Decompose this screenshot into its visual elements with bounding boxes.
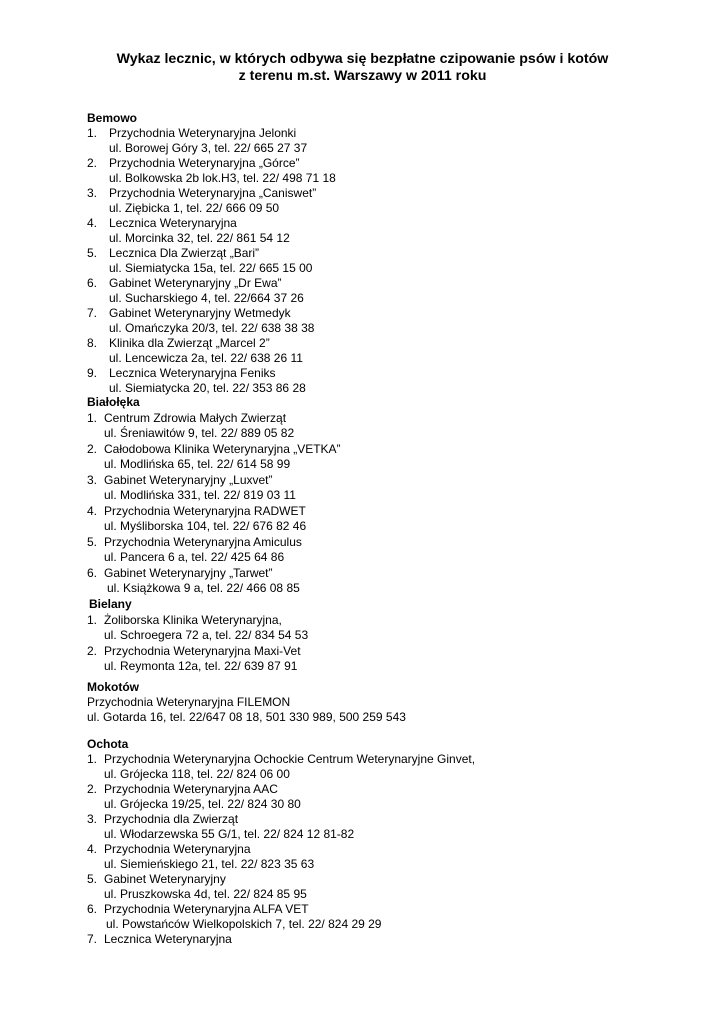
clinic-name: Przychodnia Weterynaryjna RADWET [104,504,306,518]
list-item-address [87,231,687,246]
item-number: 4. [87,504,98,518]
clinic-address: ul. Morcinka 32, tel. 22/ 861 54 12 [109,231,290,245]
list-item-address [87,581,687,596]
list-item [87,246,687,261]
list-item [87,752,687,767]
list-item-address [87,201,687,216]
item-number: 7. [87,306,98,320]
item-number: 1. [87,752,98,766]
list-item-address [87,321,687,336]
clinic-name: Całodobowa Klinika Weterynaryjna „VETKA” [104,442,341,456]
item-number: 5. [87,246,98,260]
list-item [87,872,687,887]
list-item-address [87,457,687,473]
list-item [87,366,687,381]
list-item [87,504,687,519]
list-item [87,442,687,457]
clinic-address: ul. Siemiatycka 15a, tel. 22/ 665 15 00 [109,261,313,275]
item-number: 3. [87,473,98,487]
list-item-address [87,887,687,902]
item-number: 6. [87,902,98,916]
item-number: 1. [87,411,98,425]
list-item [87,812,687,827]
list-item [87,644,687,659]
item-number: 5. [87,872,98,886]
clinic-address: ul. Modlińska 65, tel. 22/ 614 58 99 [104,457,291,471]
list-item-address [87,261,687,276]
item-number: 1. [87,613,98,627]
clinic-name: Żoliborska Klinika Weterynaryjna, [104,613,282,627]
clinic-address: ul. Włodarzewska 55 G/1, tel. 22/ 824 12 81-82 [104,827,355,841]
clinic-name [87,695,687,710]
clinic-address: ul. Siemieńskiego 21, tel. 22/ 823 35 63 [104,857,315,871]
list-item-address [87,171,687,186]
clinic-address: ul. Powstańców Wielkopolskich 7, tel. 22/ 824 29 29 [106,917,382,931]
clinic-address: ul. Lencewicza 2a, tel. 22/ 638 26 11 [109,351,303,365]
list-item [87,186,687,201]
item-number: 6. [87,566,98,580]
clinic-name: Przychodnia Weterynaryjna „Caniswet” [109,186,317,200]
clinic-address: ul. Pancera 6 a, tel. 22/ 425 64 86 [104,550,285,564]
clinic-name: Lecznica Dla Zwierząt „Bari” [109,246,260,260]
district-heading: Mokotów [87,680,139,694]
item-number: 1. [87,126,98,140]
clinic-name: Przychodnia Weterynaryjna [104,842,251,856]
list-item-address [87,797,687,812]
clinic-name: Lecznica Weterynaryjna Feniks [109,366,276,380]
list-item [87,276,687,291]
list-item-address [87,917,687,932]
list-item-address [87,628,687,644]
list-item-address [87,426,687,442]
clinic-address: ul. Omańczyka 20/3, tel. 22/ 638 38 38 [109,321,315,335]
list-item [87,473,687,488]
clinic-name: Przychodnia Weterynaryjna „Górce” [109,156,300,170]
title-line-2: z terenu m.st. Warszawy w 2011 roku [238,68,487,84]
list-item-address [87,381,687,396]
title-line-1: Wykaz lecznic, w których odbywa się bezpłatne czipowanie psów i kotów [116,51,609,67]
clinic-address: ul. Borowej Góry 3, tel. 22/ 665 27 37 [109,141,308,155]
list-item [87,782,687,797]
list-item-address [87,659,687,674]
list-item [87,216,687,231]
list-item [87,306,687,321]
section-bemowo [87,111,687,396]
section-ochota [87,737,687,947]
item-number: 2. [87,442,98,456]
list-item-address [87,291,687,306]
clinic-address: ul. Schroegera 72 a, tel. 22/ 834 54 53 [104,628,309,642]
item-number: 3. [87,186,98,200]
clinic-name: Przychodnia Weterynaryjna ALFA VET [104,902,309,916]
list-item [87,932,687,947]
district-heading: Ochota [87,737,129,751]
clinic-name: Centrum Zdrowia Małych Zwierząt [104,411,287,425]
district-heading: Białołęka [87,395,140,409]
clinic-address: ul. Pruszkowska 4d, tel. 22/ 824 85 95 [104,887,307,901]
list-item [87,535,687,550]
list-item [87,126,687,141]
item-number: 5. [87,535,98,549]
list-item [87,336,687,351]
list-item [87,613,687,628]
list-item-address [87,857,687,872]
clinic-name: Gabinet Weterynaryjny Wetmedyk [109,306,291,320]
clinic-address: ul. Grójecka 19/25, tel. 22/ 824 30 80 [104,797,301,811]
clinic-address: ul. Bolkowska 2b lok.H3, tel. 22/ 498 71 18 [109,171,336,185]
clinic-name: Gabinet Weterynaryjny „Dr Ewa” [109,276,282,290]
clinic-name: Lecznica Weterynaryjna [109,216,237,230]
list-item-address [87,519,687,535]
clinic-name: Przychodnia Weterynaryjna Ochockie Centrum Weterynaryjne Ginvet, [104,752,476,766]
clinic-address: ul. Śreniawitów 9, tel. 22/ 889 05 82 [104,426,295,440]
page-title [0,51,725,85]
clinic-name: Przychodnia Weterynaryjna AAC [104,782,278,796]
clinic-name: Gabinet Weterynaryjny „Tarwet” [104,566,273,580]
clinic-address: ul. Myśliborska 104, tel. 22/ 676 82 46 [104,519,307,533]
district-heading: Bielany [89,597,132,611]
clinic-name: Przychodnia Weterynaryjna Jelonki [109,126,297,140]
clinic-name-text: Przychodnia Weterynaryjna FILEMON [87,695,291,709]
item-number: 7. [87,932,98,946]
clinic-name: Przychodnia dla Zwierząt [104,812,239,826]
clinic-address: ul. Grójecka 118, tel. 22/ 824 06 00 [104,767,290,781]
list-item-address [87,351,687,366]
clinic-address-text: ul. Gotarda 16, tel. 22/647 08 18, 501 330 989, 500 259 543 [87,710,406,724]
clinic-address: ul. Modlińska 331, tel. 22/ 819 03 11 [104,488,296,502]
clinic-address [87,710,687,725]
clinic-address: ul. Siemiatycka 20, tel. 22/ 353 86 28 [109,381,306,395]
clinic-name: Lecznica Weterynaryjna [104,932,232,946]
clinic-name: Przychodnia Weterynaryjna Maxi-Vet [104,644,301,658]
clinic-address: ul. Ziębicka 1, tel. 22/ 666 09 50 [109,201,280,215]
clinic-name: Gabinet Weterynaryjny „Luxvet” [104,473,273,487]
list-item [87,902,687,917]
item-number: 2. [87,644,98,658]
clinic-name: Przychodnia Weterynaryjna Amiculus [104,535,302,549]
item-number: 9. [87,366,98,380]
section-bialoleka [87,395,687,596]
list-item [87,566,687,581]
list-item [87,842,687,857]
section-bielany [87,597,687,674]
list-item-address [87,767,687,782]
section-mokotow [87,680,687,725]
clinic-name: Klinika dla Zwierząt „Marcel 2” [109,336,270,350]
district-heading: Bemowo [87,111,138,125]
list-item-address [87,827,687,842]
list-item-address [87,488,687,504]
list-item-address [87,550,687,566]
item-number: 2. [87,782,98,796]
list-item [87,156,687,171]
item-number: 4. [87,842,98,856]
clinic-address: ul. Sucharskiego 4, tel. 22/664 37 26 [109,291,304,305]
item-number: 3. [87,812,98,826]
clinic-address: ul. Książkowa 9 a, tel. 22/ 466 08 85 [107,581,300,595]
item-number: 4. [87,216,98,230]
item-number: 2. [87,156,98,170]
item-number: 6. [87,276,98,290]
list-item [87,411,687,426]
item-number: 8. [87,336,98,350]
clinic-name: Gabinet Weterynaryjny [104,872,226,886]
clinic-address: ul. Reymonta 12a, tel. 22/ 639 87 91 [104,659,298,673]
list-item-address [87,141,687,156]
